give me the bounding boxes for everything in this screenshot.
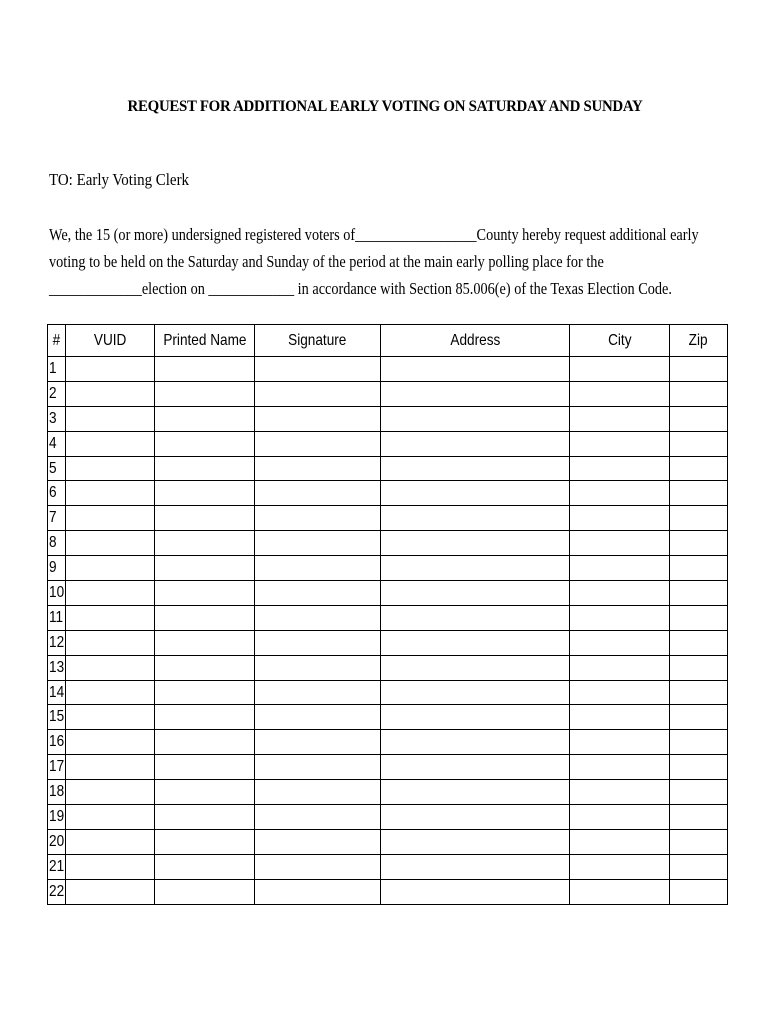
zip-cell[interactable] xyxy=(670,780,728,805)
signature-cell[interactable] xyxy=(255,406,381,431)
vuid-cell[interactable] xyxy=(66,456,155,481)
signature-cell[interactable] xyxy=(255,531,381,556)
request-paragraph-line-2: voting to be held on the Saturday and Sunday of the period at the main early polling place for the xyxy=(49,252,604,271)
zip-cell[interactable] xyxy=(670,531,728,556)
row-number: 2 xyxy=(48,381,66,406)
row-number: 9 xyxy=(48,556,66,581)
city-cell[interactable] xyxy=(570,630,670,655)
vuid-cell[interactable] xyxy=(66,680,155,705)
table-row xyxy=(48,879,728,904)
row-number: 22 xyxy=(48,879,66,904)
signature-cell[interactable] xyxy=(255,481,381,506)
printed-name-cell[interactable] xyxy=(155,406,255,431)
signature-cell[interactable] xyxy=(255,357,381,382)
signature-cell[interactable] xyxy=(255,431,381,456)
city-cell[interactable] xyxy=(570,581,670,606)
city-cell[interactable] xyxy=(570,655,670,680)
zip-cell[interactable] xyxy=(670,456,728,481)
printed-name-cell[interactable] xyxy=(155,730,255,755)
zip-cell[interactable] xyxy=(670,581,728,606)
vuid-cell[interactable] xyxy=(66,730,155,755)
table-row xyxy=(48,705,728,730)
signature-cell[interactable] xyxy=(255,506,381,531)
row-number: 20 xyxy=(48,829,66,854)
table-row xyxy=(48,456,728,481)
signature-cell[interactable] xyxy=(255,829,381,854)
address-cell[interactable] xyxy=(381,755,570,780)
row-number: 14 xyxy=(48,680,66,705)
zip-cell[interactable] xyxy=(670,481,728,506)
address-cell[interactable] xyxy=(381,630,570,655)
printed-name-cell[interactable] xyxy=(155,506,255,531)
address-cell[interactable] xyxy=(381,431,570,456)
zip-cell[interactable] xyxy=(670,431,728,456)
row-number: 8 xyxy=(48,531,66,556)
signature-cell[interactable] xyxy=(255,605,381,630)
vuid-cell[interactable] xyxy=(66,406,155,431)
table-row xyxy=(48,630,728,655)
city-cell[interactable] xyxy=(570,780,670,805)
table-header-row xyxy=(48,325,728,357)
printed-name-cell[interactable] xyxy=(155,381,255,406)
printed-name-cell[interactable] xyxy=(155,556,255,581)
printed-name-cell[interactable] xyxy=(155,655,255,680)
zip-cell[interactable] xyxy=(670,556,728,581)
signature-cell[interactable] xyxy=(255,730,381,755)
signature-cell[interactable] xyxy=(255,705,381,730)
vuid-cell[interactable] xyxy=(66,506,155,531)
row-number: 3 xyxy=(48,406,66,431)
vuid-cell[interactable] xyxy=(66,531,155,556)
table-row xyxy=(48,780,728,805)
vuid-cell[interactable] xyxy=(66,655,155,680)
table-row xyxy=(48,755,728,780)
table-row xyxy=(48,481,728,506)
printed-name-cell[interactable] xyxy=(155,755,255,780)
signature-cell[interactable] xyxy=(255,755,381,780)
vuid-cell[interactable] xyxy=(66,357,155,382)
header-printed-name: Printed Name xyxy=(155,325,255,357)
request-paragraph-line-3: _____________election on ____________ in accordance with Section 85.006(e) of the Texas Election Code. xyxy=(49,279,672,298)
row-number: 15 xyxy=(48,705,66,730)
printed-name-cell[interactable] xyxy=(155,605,255,630)
address-cell[interactable] xyxy=(381,655,570,680)
address-cell[interactable] xyxy=(381,481,570,506)
header-number: # xyxy=(48,325,66,357)
vuid-cell[interactable] xyxy=(66,381,155,406)
table-row xyxy=(48,680,728,705)
address-cell[interactable] xyxy=(381,556,570,581)
signature-cell[interactable] xyxy=(255,556,381,581)
address-cell[interactable] xyxy=(381,680,570,705)
row-number: 17 xyxy=(48,755,66,780)
city-cell[interactable] xyxy=(570,556,670,581)
table-body xyxy=(48,357,728,905)
signature-cell[interactable] xyxy=(255,780,381,805)
table-row xyxy=(48,531,728,556)
table-row xyxy=(48,730,728,755)
zip-cell[interactable] xyxy=(670,755,728,780)
city-cell[interactable] xyxy=(570,381,670,406)
city-cell[interactable] xyxy=(570,829,670,854)
printed-name-cell[interactable] xyxy=(155,581,255,606)
signature-cell[interactable] xyxy=(255,805,381,830)
vuid-cell[interactable] xyxy=(66,829,155,854)
header-zip: Zip xyxy=(670,325,728,357)
printed-name-cell[interactable] xyxy=(155,805,255,830)
zip-cell[interactable] xyxy=(670,406,728,431)
city-cell[interactable] xyxy=(570,357,670,382)
address-cell[interactable] xyxy=(381,406,570,431)
vuid-cell[interactable] xyxy=(66,605,155,630)
address-cell[interactable] xyxy=(381,605,570,630)
addressee-line: TO: Early Voting Clerk xyxy=(49,170,190,189)
address-cell[interactable] xyxy=(381,581,570,606)
header-city: City xyxy=(570,325,670,357)
row-number: 21 xyxy=(48,854,66,879)
vuid-cell[interactable] xyxy=(66,581,155,606)
printed-name-cell[interactable] xyxy=(155,357,255,382)
zip-cell[interactable] xyxy=(670,705,728,730)
printed-name-cell[interactable] xyxy=(155,456,255,481)
vuid-cell[interactable] xyxy=(66,556,155,581)
signature-cell[interactable] xyxy=(255,680,381,705)
printed-name-cell[interactable] xyxy=(155,879,255,904)
zip-cell[interactable] xyxy=(670,630,728,655)
signature-cell[interactable] xyxy=(255,879,381,904)
table-row xyxy=(48,406,728,431)
signature-cell[interactable] xyxy=(255,456,381,481)
zip-cell[interactable] xyxy=(670,357,728,382)
table-row xyxy=(48,854,728,879)
city-cell[interactable] xyxy=(570,431,670,456)
zip-cell[interactable] xyxy=(670,829,728,854)
signature-cell[interactable] xyxy=(255,854,381,879)
zip-cell[interactable] xyxy=(670,879,728,904)
zip-cell[interactable] xyxy=(670,805,728,830)
printed-name-cell[interactable] xyxy=(155,705,255,730)
row-number: 1 xyxy=(48,357,66,382)
row-number: 19 xyxy=(48,805,66,830)
signature-cell[interactable] xyxy=(255,630,381,655)
city-cell[interactable] xyxy=(570,605,670,630)
city-cell[interactable] xyxy=(570,506,670,531)
row-number: 13 xyxy=(48,655,66,680)
row-number: 11 xyxy=(48,605,66,630)
table-row xyxy=(48,829,728,854)
city-cell[interactable] xyxy=(570,456,670,481)
address-cell[interactable] xyxy=(381,829,570,854)
table-row xyxy=(48,581,728,606)
request-paragraph-line-1: We, the 15 (or more) undersigned registered voters of_________________County hereby request additional early xyxy=(49,225,699,244)
address-cell[interactable] xyxy=(381,357,570,382)
city-cell[interactable] xyxy=(570,481,670,506)
row-number: 16 xyxy=(48,730,66,755)
table-row xyxy=(48,556,728,581)
zip-cell[interactable] xyxy=(670,605,728,630)
vuid-cell[interactable] xyxy=(66,705,155,730)
city-cell[interactable] xyxy=(570,531,670,556)
header-signature: Signature xyxy=(255,325,381,357)
city-cell[interactable] xyxy=(570,406,670,431)
zip-cell[interactable] xyxy=(670,381,728,406)
zip-cell[interactable] xyxy=(670,680,728,705)
printed-name-cell[interactable] xyxy=(155,680,255,705)
address-cell[interactable] xyxy=(381,730,570,755)
city-cell[interactable] xyxy=(570,854,670,879)
vuid-cell[interactable] xyxy=(66,431,155,456)
vuid-cell[interactable] xyxy=(66,481,155,506)
address-cell[interactable] xyxy=(381,456,570,481)
row-number: 4 xyxy=(48,431,66,456)
voter-signature-table xyxy=(47,324,728,905)
address-cell[interactable] xyxy=(381,879,570,904)
city-cell[interactable] xyxy=(570,879,670,904)
address-cell[interactable] xyxy=(381,805,570,830)
address-cell[interactable] xyxy=(381,780,570,805)
header-vuid: VUID xyxy=(66,325,155,357)
vuid-cell[interactable] xyxy=(66,780,155,805)
row-number: 6 xyxy=(48,481,66,506)
vuid-cell[interactable] xyxy=(66,805,155,830)
address-cell[interactable] xyxy=(381,506,570,531)
table-row xyxy=(48,431,728,456)
city-cell[interactable] xyxy=(570,805,670,830)
signature-cell[interactable] xyxy=(255,581,381,606)
address-cell[interactable] xyxy=(381,705,570,730)
zip-cell[interactable] xyxy=(670,730,728,755)
row-number: 12 xyxy=(48,630,66,655)
printed-name-cell[interactable] xyxy=(155,780,255,805)
printed-name-cell[interactable] xyxy=(155,854,255,879)
printed-name-cell[interactable] xyxy=(155,531,255,556)
city-cell[interactable] xyxy=(570,680,670,705)
row-number: 18 xyxy=(48,780,66,805)
address-cell[interactable] xyxy=(381,854,570,879)
address-cell[interactable] xyxy=(381,381,570,406)
address-cell[interactable] xyxy=(381,531,570,556)
city-cell[interactable] xyxy=(570,755,670,780)
table-row xyxy=(48,506,728,531)
table-row xyxy=(48,805,728,830)
city-cell[interactable] xyxy=(570,730,670,755)
signature-cell[interactable] xyxy=(255,655,381,680)
zip-cell[interactable] xyxy=(670,506,728,531)
zip-cell[interactable] xyxy=(670,854,728,879)
vuid-cell[interactable] xyxy=(66,755,155,780)
table-row xyxy=(48,655,728,680)
vuid-cell[interactable] xyxy=(66,854,155,879)
row-number: 10 xyxy=(48,581,66,606)
city-cell[interactable] xyxy=(570,705,670,730)
form-title: REQUEST FOR ADDITIONAL EARLY VOTING ON SATURDAY AND SUNDAY xyxy=(127,98,643,115)
printed-name-cell[interactable] xyxy=(155,630,255,655)
signature-cell[interactable] xyxy=(255,381,381,406)
table-row xyxy=(48,605,728,630)
vuid-cell[interactable] xyxy=(66,879,155,904)
row-number: 7 xyxy=(48,506,66,531)
table-row xyxy=(48,381,728,406)
printed-name-cell[interactable] xyxy=(155,481,255,506)
table-row xyxy=(48,357,728,382)
header-address: Address xyxy=(381,325,570,357)
printed-name-cell[interactable] xyxy=(155,431,255,456)
vuid-cell[interactable] xyxy=(66,630,155,655)
zip-cell[interactable] xyxy=(670,655,728,680)
row-number: 5 xyxy=(48,456,66,481)
printed-name-cell[interactable] xyxy=(155,829,255,854)
